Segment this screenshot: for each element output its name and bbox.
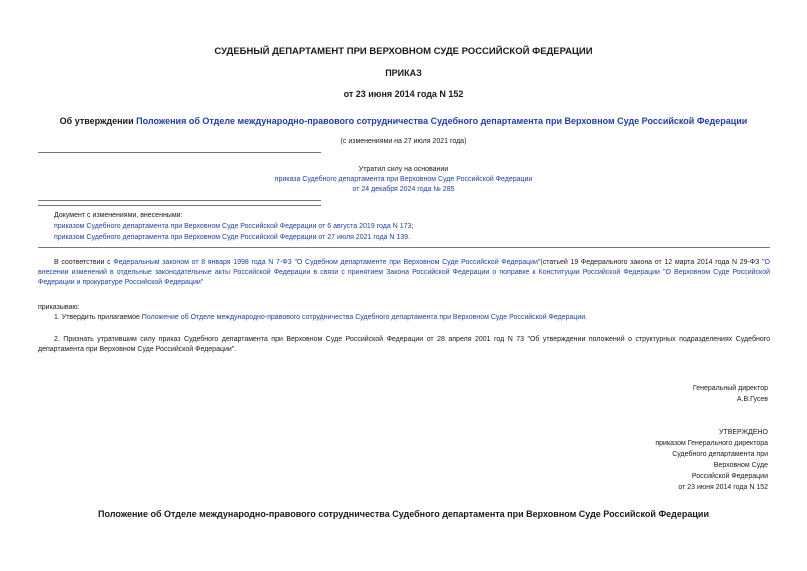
approved-line: приказом Генерального директора	[655, 440, 768, 447]
doc-type: ПРИКАЗ	[385, 68, 422, 78]
approved-line: УТВЕРЖДЕНО	[718, 429, 768, 436]
regulation-title: Положение об Отделе международно-правового сотрудничества Судебного департамента при Верховном Суде Российской Федерации	[98, 509, 709, 519]
order-item-1-text: 1. Утвердить прилагаемое	[54, 314, 142, 321]
approved-line: Верховном Суде	[713, 462, 768, 469]
divider	[38, 200, 321, 201]
title-prefix: Об утверждении	[59, 116, 137, 126]
order-item-2: 2. Признать утратившим силу приказ Судебного департамента при Верховном Суде Российской Федерации от 28 апреля 2001 год N 73 "Об утверждении положений о структурных подразделениях Судебного департамента при Верховном Суде Российской Федерации".	[38, 336, 770, 353]
approved-line: Судебного департамента при	[672, 451, 768, 458]
divider	[38, 247, 770, 248]
approved-block	[570, 427, 768, 493]
invalid-notice-line1: Утратил силу на основании	[358, 166, 449, 173]
order-verb: приказываю:	[38, 304, 80, 311]
approved-line: от 23 июня 2014 года N 152	[678, 484, 768, 491]
invalid-notice-date[interactable]: от 24 декабря 2024 года № 285	[352, 186, 455, 193]
title-link[interactable]: Положения об Отделе международно-правового сотрудничества Судебного департамента при Верховном Суде Российской Федерации	[136, 116, 748, 126]
approved-line: Российской Федерации	[691, 473, 768, 480]
preamble-paragraph	[38, 258, 770, 288]
amendment-link[interactable]: приказом Судебного департамента при Верховном Суде Российской Федерации от 27 июля 2021 года N 139.	[54, 234, 411, 241]
preamble-text: В соответствии с	[54, 259, 114, 266]
amendments-heading: Документ с изменениями, внесенными:	[54, 212, 183, 219]
amendment-law-link[interactable]: "О внесении изменений в отдельные законодательные акты Российской Федерации в связи с принятием Закона Российской Федерации о поправке к Конституции Российской Федерации "О Верховном Суде Российской Федерации и прокуратуре Российской Федерации"	[38, 259, 770, 286]
org-heading: СУДЕБНЫЙ ДЕПАРТАМЕНТ ПРИ ВЕРХОВНОМ СУДЕ РОССИЙСКОЙ ФЕДЕРАЦИИ	[214, 46, 593, 57]
changes-note: (с изменениями на 27 июля 2021 года)	[340, 138, 467, 145]
amendment-link[interactable]: приказом Судебного департамента при Верховном Суде Российской Федерации от 6 августа 2019 года N 173;	[54, 223, 414, 230]
order-item-1	[54, 313, 770, 323]
divider	[38, 205, 321, 206]
signature-position: Генеральный директор	[692, 385, 768, 392]
document-title	[0, 116, 807, 126]
regulation-link[interactable]: Положение об Отделе международно-правового сотрудничества Судебного департамента при Верховном Суде Российской Федерации.	[141, 314, 588, 321]
preamble-text: (статьей 19 Федерального закона от 12 марта 2014 года N 29-ФЗ	[540, 259, 760, 266]
federal-law-link[interactable]: Федеральным законом от 8 января 1998 года N 7-ФЗ "О Судебном департаменте при Верховном Суде Российской Федерации"	[113, 259, 541, 266]
doc-date-number: от 23 июня 2014 года N 152	[343, 89, 464, 99]
invalid-notice-link[interactable]: приказа Судебного департамента при Верховном Суде Российской Федерации	[274, 176, 533, 183]
signature-name: А.В.Гусев	[736, 396, 768, 403]
divider	[38, 152, 321, 153]
